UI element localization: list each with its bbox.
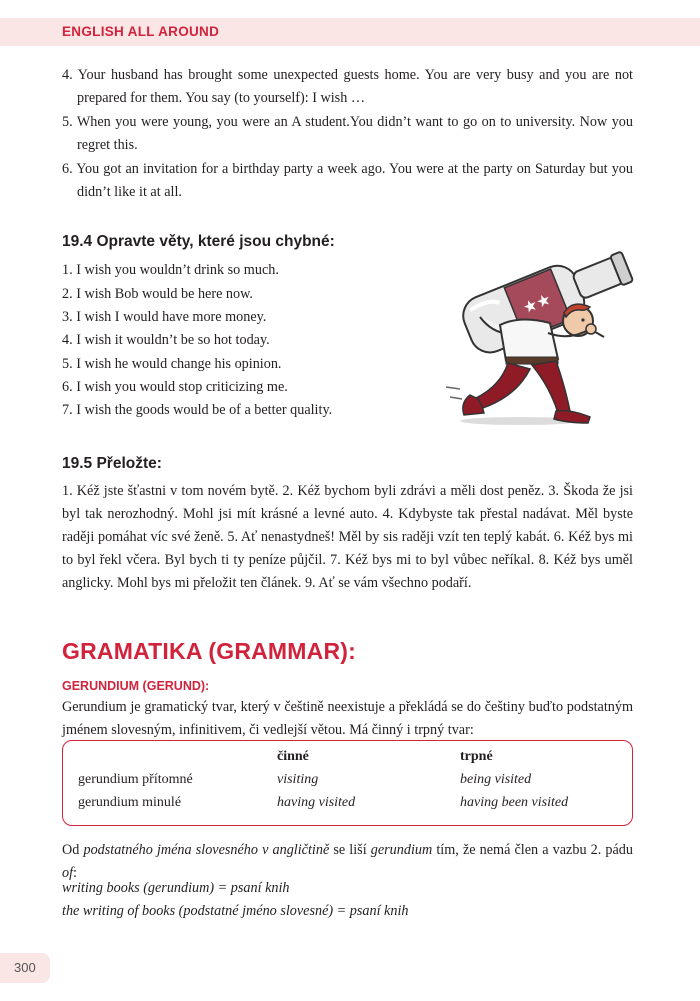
table-header-passive: trpné — [460, 749, 493, 764]
svg-text:★★: ★★ — [519, 289, 554, 318]
table-row-label: gerundium minulé — [78, 795, 182, 810]
page-number: 300 — [14, 960, 36, 975]
exercise-item-5: 5. When you were young, you were an A student.You didn’t want to go on to university. Now you regret this. — [62, 114, 633, 153]
list-item: 4. I wish it wouldn’t be so hot today. — [62, 332, 270, 348]
gerund-intro-text: Gerundium je gramatický tvar, který v češtině neexistuje a překládá se do češtiny buďto podstatným jménem slovesným, infinitivem, či vedlejší větou. Má činný i trpný tvar: — [62, 699, 633, 738]
gerund-note-text: Od podstatného jména slovesného v angličtině se liší gerundium tím, že nemá člen a vazbu 2. pádu of: — [62, 842, 633, 881]
table-header-active: činné — [277, 749, 309, 764]
table-cell-passive: being visited — [460, 772, 532, 787]
list-item: 7. I wish the goods would be of a better quality. — [62, 402, 333, 418]
gerund-example-2: the writing of books (podstatné jméno slovesné) = psaní knih — [62, 903, 409, 919]
section-heading-19-4: 19.4 Opravte věty, které jsou chybné: — [62, 233, 335, 250]
man-carrying-bottle-illustration — [440, 237, 640, 429]
exercise-item-4: 4. Your husband has brought some unexpected guests home. You are very busy and you are not prepared for them. You say (to yourself): I wish … — [62, 67, 633, 106]
list-item: 5. I wish he would change his opinion. — [62, 356, 282, 372]
list-item: 6. I wish you would stop criticizing me. — [62, 379, 288, 395]
gerund-subtitle: GERUNDIUM (GERUND): — [62, 679, 210, 693]
list-item: 2. I wish Bob would be here now. — [62, 286, 253, 302]
table-cell-active: having visited — [277, 795, 356, 810]
grammar-title: GRAMATIKA (GRAMMAR): — [62, 638, 356, 664]
translation-exercise-text: 1. Kéž jste šťastni v tom novém bytě. 2. Kéž bychom byli zdrávi a měli dost peněz. 3. Škoda že jsi byl tak nerozhodný. Mohl jsi mít krásné a levné auto. 4. Kdybyste tak přestal nadávat. Měl byste raději pomáhat víc své ženě. 5. Ať nenastydneš! Měl by sis raději vzít ten teplý kabát. 6. Kéž bys mi to byl řekl včera. Byl bych ti ty peníze půjčil. 7. Kéž bys mi to byl vůbec neříkal. 8. Kéž bys uměl anglicky. Mohl bys mi přeložit ten článek. 9. Ať se vám všechno podaří. — [62, 483, 633, 591]
list-item: 3. I wish I would have more money. — [62, 309, 267, 325]
section-heading-19-5: 19.5 Přeložte: — [62, 455, 162, 472]
list-item: 1. I wish you wouldn’t drink so much. — [62, 262, 279, 278]
table-row-label: gerundium přítomné — [78, 772, 193, 787]
table-cell-passive: having been visited — [460, 795, 569, 810]
exercise-item-6: 6. You got an invitation for a birthday party a week ago. You were at the party on Saturday but you didn’t like it at all. — [62, 161, 633, 200]
running-header-title: ENGLISH ALL AROUND — [62, 24, 220, 39]
gerund-example-1: writing books (gerundium) = psaní knih — [62, 880, 290, 896]
table-cell-active: visiting — [277, 772, 319, 787]
